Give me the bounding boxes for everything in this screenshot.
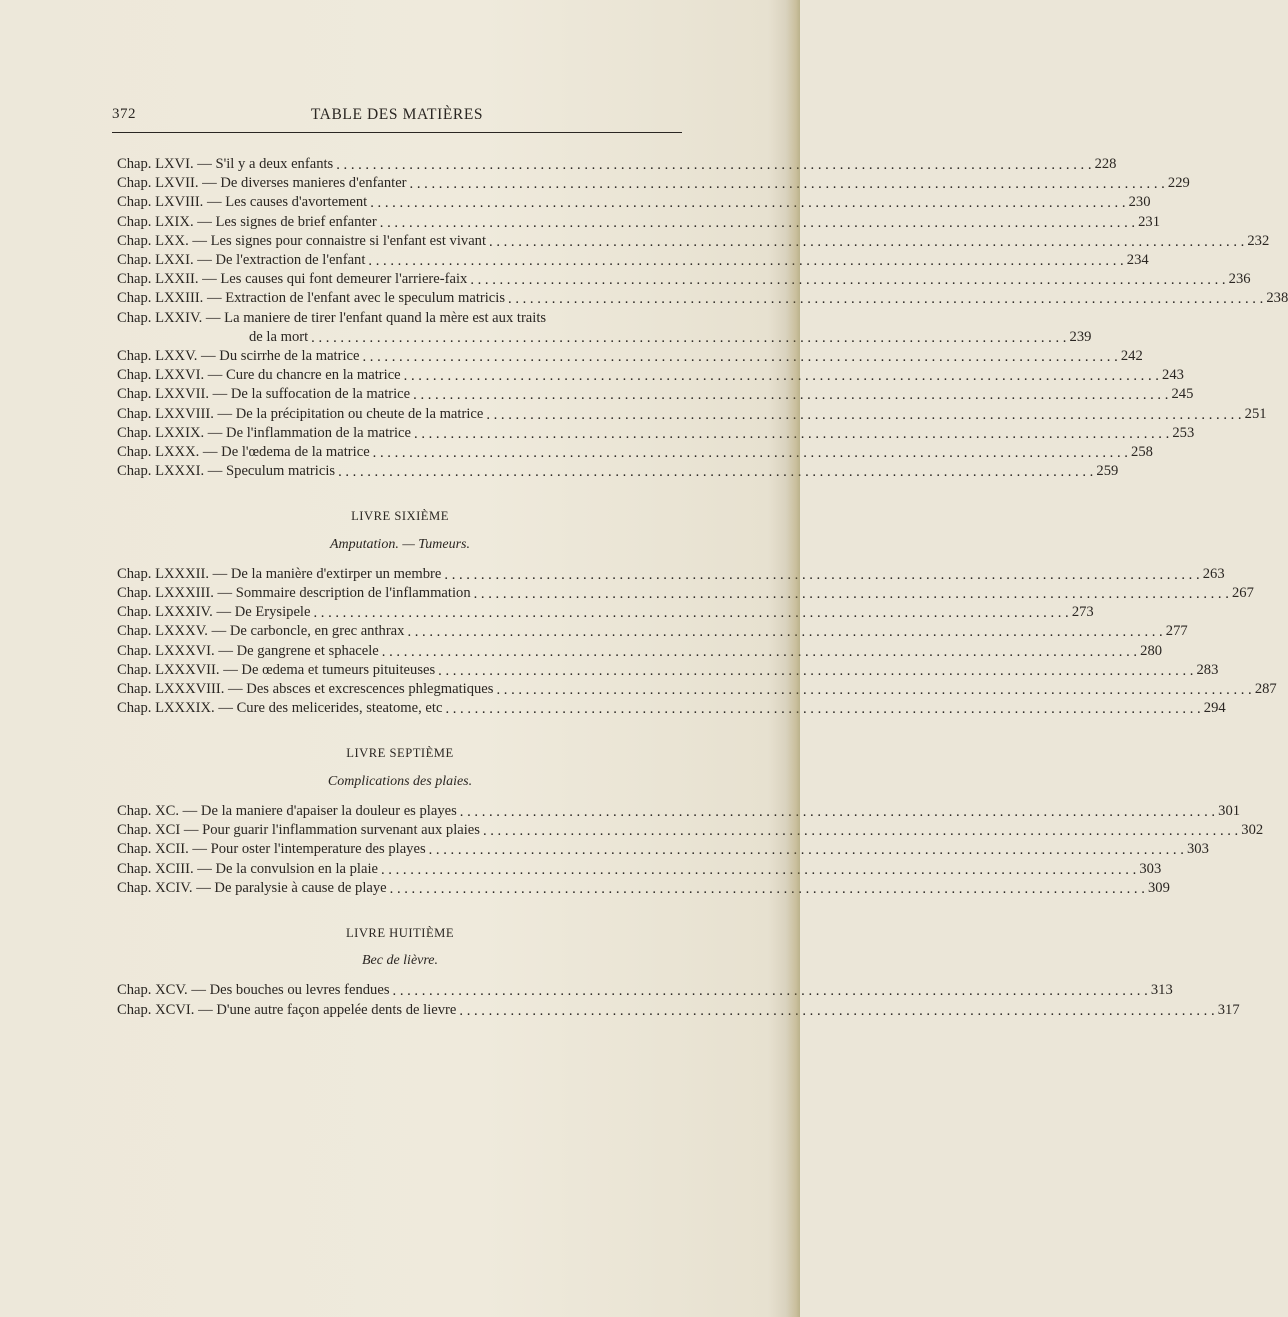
dot-leader [429, 841, 1184, 856]
dot-leader [373, 444, 1128, 459]
toc-entry [117, 584, 1254, 603]
chapter-title: Chap. LXXXVII. — De œdema et tumeurs pituiteuses [117, 661, 436, 678]
page-reference: 230 [1128, 194, 1151, 211]
dot-leader [363, 348, 1118, 363]
chapter-title: Chap. LXX. — Les signes pour connaistre si l'enfant est vivant [117, 232, 487, 249]
chapter-title: Chap. LXXXVI. — De gangrene et sphacele [117, 642, 379, 659]
toc-entry [117, 270, 1251, 289]
toc-entry [117, 251, 1149, 270]
toc-entry [117, 328, 1092, 347]
page-reference: 229 [1167, 175, 1190, 192]
page-reference: 263 [1202, 565, 1225, 582]
dot-leader [508, 290, 1263, 305]
page-reference: 258 [1131, 444, 1153, 461]
dot-leader [445, 700, 1200, 715]
dot-leader [459, 1002, 1214, 1017]
dot-leader [313, 604, 1068, 619]
page-reference: 238 [1266, 290, 1288, 307]
toc-entry [117, 289, 1288, 308]
chapter-title: Chap. LXXVI. — Cure du chancre en la matrice [117, 367, 401, 384]
chapter-title: Chap. LXXIV. — La maniere de tirer l'enfant quand la mère est aux traits [117, 309, 547, 326]
toc-entry [117, 366, 1184, 385]
page-reference: 236 [1228, 271, 1251, 288]
chapter-title: Chap. LXXV. — Du scirrhe de la matrice [117, 348, 360, 365]
toc-entry [117, 860, 1162, 879]
dot-leader [438, 662, 1193, 677]
book-section-subheading: Bec de lièvre. [361, 953, 439, 969]
chapter-title: Chap. LXXXIX. — Cure des melicerides, steatome, etc [117, 700, 443, 717]
chapter-title: Chap. XCIII. — De la convulsion en la plaie [117, 860, 378, 877]
dot-leader [390, 880, 1145, 895]
dot-leader [444, 566, 1199, 581]
book-section-heading: LIVRE HUITIÈME [345, 925, 455, 940]
chapter-title: Chap. LXXXVIII. — Des absces et excrescences phlegmatiques [117, 681, 494, 698]
toc-entry [117, 155, 1117, 174]
dot-leader [486, 406, 1241, 421]
dot-leader [381, 861, 1136, 876]
dot-leader [404, 367, 1159, 382]
page-reference: 303 [1139, 860, 1162, 877]
dot-leader [496, 681, 1251, 696]
toc-entry [117, 405, 1267, 424]
chapter-title: Chap. LXXXII. — De la manière d'extirper un membre [117, 565, 442, 582]
chapter-title: Chap. LXXVIII. — De la précipitation ou cheute de la matrice [117, 405, 484, 422]
chapter-title: Chap. LXXIII. — Extraction de l'enfant avec le speculum matricis [117, 290, 506, 307]
book-section-heading: LIVRE SIXIÈME [351, 509, 449, 524]
chapter-title: de la mort [249, 328, 309, 345]
book-section-subheading: Amputation. — Tumeurs. [329, 536, 470, 552]
page-reference: 303 [1186, 841, 1209, 858]
toc-entry [117, 565, 1225, 584]
page-reference: 243 [1162, 367, 1184, 384]
chapter-title: Chap. LXXVII. — De la suffocation de la matrice [117, 386, 411, 403]
toc-entry [117, 699, 1226, 718]
page-edge-shadow [786, 0, 800, 1317]
dot-leader [336, 156, 1091, 171]
page-reference: 228 [1094, 156, 1117, 172]
dot-leader [311, 329, 1066, 344]
chapter-title: Chap. LXVI. — S'il y a deux enfants [117, 156, 334, 172]
book-section-subheading: Complications des plaies. [327, 773, 473, 789]
page-reference: 242 [1120, 348, 1143, 365]
dot-leader [368, 252, 1123, 267]
toc-entry [117, 879, 1170, 898]
page-reference: 287 [1254, 681, 1277, 698]
page-reference: 302 [1241, 822, 1264, 839]
toc-entry [117, 642, 1163, 661]
chapter-title: Chap. LXXXIII. — Sommaire description de l'inflammation [117, 585, 471, 602]
dot-leader [489, 233, 1244, 248]
chapter-title: Chap. LXXI. — De l'extraction de l'enfant [117, 252, 366, 269]
toc-entry [117, 443, 1153, 462]
dot-leader [393, 982, 1148, 997]
chapter-title: Chap. LXXII. — Les causes qui font demeurer l'arriere-faix [117, 271, 468, 288]
page-reference: 232 [1247, 232, 1270, 249]
chapter-title: Chap. LXIX. — Les signes de brief enfanter [117, 213, 377, 230]
toc-entry [117, 603, 1094, 622]
dot-leader [470, 271, 1225, 286]
page-reference: 317 [1217, 1001, 1240, 1018]
page-reference: 280 [1140, 642, 1163, 659]
toc-entry [117, 981, 1173, 1000]
chapter-title: Chap. XCII. — Pour oster l'intemperature des playes [117, 841, 426, 858]
page-reference: 309 [1147, 879, 1170, 896]
toc-entry [117, 622, 1188, 641]
page-reference: 294 [1203, 700, 1226, 717]
page-reference: 313 [1150, 982, 1173, 999]
chapter-title: Chap. LXXXV. — De carboncle, en grec anthrax [117, 623, 405, 640]
toc-entry [117, 462, 1119, 481]
dot-leader [483, 822, 1238, 837]
page-reference: 259 [1096, 463, 1119, 480]
chapter-title: Chap. XCVI. — D'une autre façon appelée dents de lievre [117, 1001, 457, 1018]
toc-entry [117, 661, 1219, 680]
page-reference: 267 [1231, 585, 1254, 602]
toc-entry [117, 680, 1277, 699]
toc-entry [117, 174, 1190, 193]
chapter-title: Chap. XCV. — Des bouches ou levres fendues [117, 982, 390, 999]
toc-entry [117, 840, 1209, 859]
toc-entry [117, 347, 1143, 366]
toc-entry [117, 232, 1270, 251]
page-reference: 231 [1138, 213, 1161, 230]
dot-leader [380, 214, 1135, 229]
page-reference: 277 [1165, 623, 1188, 640]
table-of-contents [117, 155, 1288, 1020]
chapter-title: Chap. LXXXI. — Speculum matricis [117, 463, 336, 480]
toc-entry [117, 424, 1195, 443]
chapter-title: Chap. LXXXIV. — De Erysipele [117, 604, 311, 621]
page-reference: 283 [1196, 661, 1219, 678]
chapter-title: Chap. LXVIII. — Les causes d'avortement [117, 194, 368, 211]
chapter-title: Chap. XCIV. — De paralysie à cause de playe [117, 879, 387, 896]
toc-entry [117, 309, 683, 328]
toc-entry [117, 1001, 1240, 1020]
toc-entry [117, 193, 1151, 212]
chapter-title: Chap. LXXIX. — De l'inflammation de la matrice [117, 424, 412, 441]
chapter-title: Chap. XC. — De la maniere d'apaiser la douleur es playes [117, 802, 457, 819]
dot-leader [338, 463, 1093, 478]
page-reference: 301 [1218, 802, 1241, 819]
toc-entry [117, 821, 1264, 840]
page-header [112, 106, 682, 136]
dot-leader [382, 643, 1137, 658]
chapter-title: Chap. XCI — Pour guarir l'inflammation survenant aux plaies [117, 822, 480, 839]
page-reference: 239 [1069, 328, 1092, 345]
chapter-title: Chap. LXXX. — De l'œdema de la matrice [117, 444, 370, 461]
header-rule [112, 132, 682, 133]
running-title: TABLE DES MATIÈRES [310, 106, 484, 123]
book-section-heading: LIVRE SEPTIÈME [346, 746, 454, 761]
page-number: 372 [112, 106, 136, 122]
page-reference: 253 [1172, 424, 1195, 441]
toc-entry [117, 213, 1161, 232]
chapter-title: Chap. LXVII. — De diverses manieres d'enfanter [117, 175, 407, 192]
dot-leader [460, 803, 1215, 818]
toc-entry [117, 385, 1194, 404]
toc-entry [117, 802, 1241, 821]
page-reference: 251 [1244, 405, 1267, 422]
page-reference: 234 [1126, 252, 1149, 269]
page-reference: 273 [1071, 604, 1094, 621]
page-reference: 245 [1171, 386, 1194, 403]
dot-leader [370, 194, 1125, 209]
dot-leader [474, 585, 1229, 600]
